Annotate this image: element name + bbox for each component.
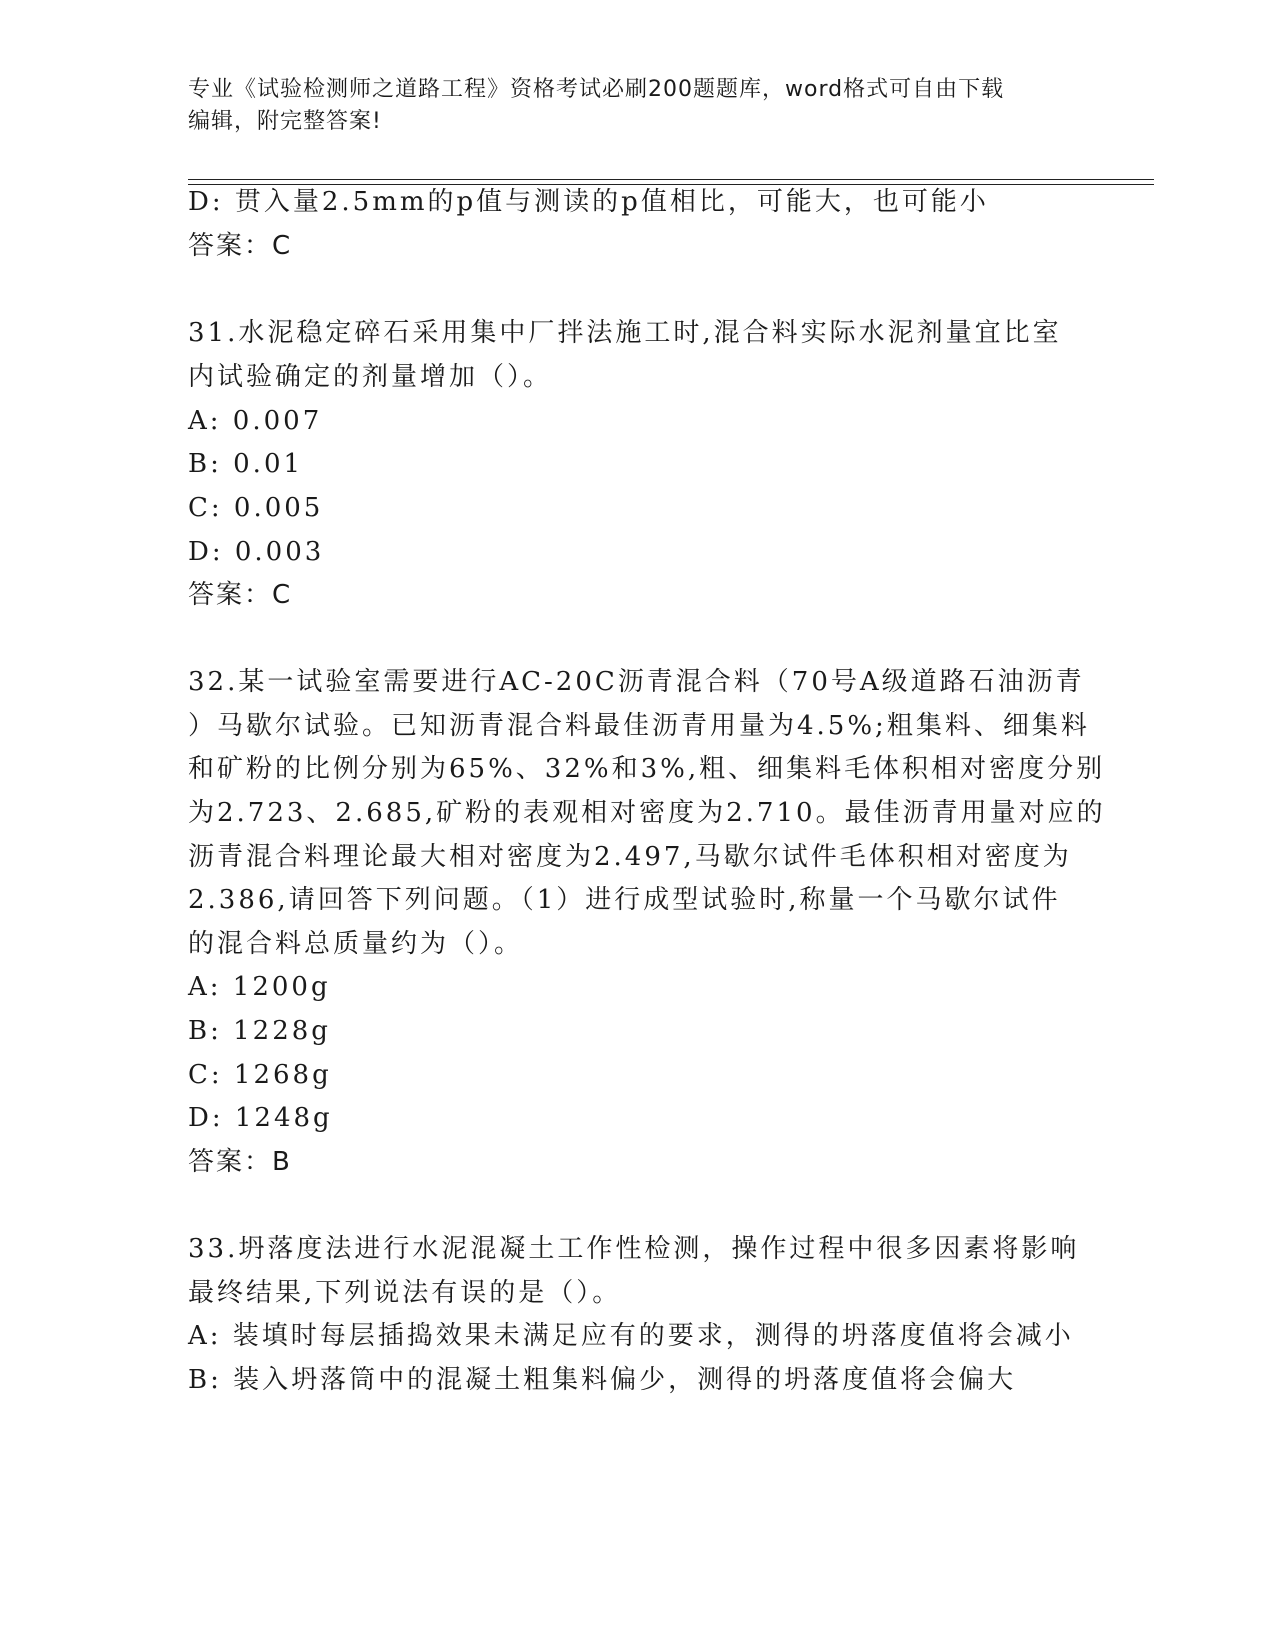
q32-stem-line-5: 沥青混合料理论最大相对密度为2.497,马歇尔试件毛体积相对密度为: [188, 842, 1072, 872]
q32-stem-line-2: ）马歇尔试验。已知沥青混合料最佳沥青用量为4.5%;粗集料、细集料: [188, 711, 1090, 741]
q30-option-d: D: 贯入量2.5mm的p值与测读的p值相比，可能大，也可能小: [188, 187, 989, 217]
q32-option-a: A: 1200g: [188, 972, 331, 1002]
q32-stem-line-3: 和矿粉的比例分别为65%、32%和3%,粗、细集料毛体积相对密度分别: [188, 754, 1106, 784]
q32-stem-line-7: 的混合料总质量约为（）。: [188, 929, 524, 959]
q32-stem-line-1: 32.某一试验室需要进行AC-20C沥青混合料（70号A级道路石油沥青: [188, 667, 1085, 697]
q32-stem-line-4: 为2.723、2.685,矿粉的表观相对密度为2.710。最佳沥青用量对应的: [188, 798, 1106, 828]
q31-option-a: A: 0.007: [188, 406, 323, 436]
q32-stem-line-6: 2.386,请回答下列问题。（1）进行成型试验时,称量一个马歇尔试件: [188, 885, 1061, 915]
q32-answer: 答案：B: [188, 1147, 292, 1177]
q31-option-c: C: 0.005: [188, 493, 324, 523]
q33-option-a: A: 装填时每层插捣效果未满足应有的要求，测得的坍落度值将会减小: [188, 1321, 1074, 1351]
q32-option-c: C: 1268g: [188, 1060, 332, 1090]
q32-option-b: B: 1228g: [188, 1016, 331, 1046]
q33-option-b: B: 装入坍落筒中的混凝土粗集料偏少，测得的坍落度值将会偏大: [188, 1365, 1017, 1395]
q31-stem-line-1: 31.水泥稳定碎石采用集中厂拌法施工时,混合料实际水泥剂量宜比室: [188, 318, 1062, 348]
header-title-line-2: 编辑，附完整答案!: [188, 109, 382, 134]
q31-stem-line-2: 内试验确定的剂量增加（）。: [188, 362, 553, 392]
q31-option-d: D: 0.003: [188, 537, 325, 567]
q32-option-d: D: 1248g: [188, 1103, 333, 1133]
header-title-line-1: 专业《试验检测师之道路工程》资格考试必刷200题题库，word格式可自由下载: [188, 77, 1005, 102]
document-header: [188, 74, 1088, 138]
q30-answer: 答案：C: [188, 231, 293, 261]
q31-option-b: B: 0.01: [188, 449, 304, 479]
q33-stem-line-1: 33.坍落度法进行水泥混凝土工作性检测，操作过程中很多因素将影响: [188, 1234, 1080, 1264]
q33-stem-line-2: 最终结果,下列说法有误的是（）。: [188, 1278, 622, 1308]
q31-answer: 答案：C: [188, 580, 293, 610]
